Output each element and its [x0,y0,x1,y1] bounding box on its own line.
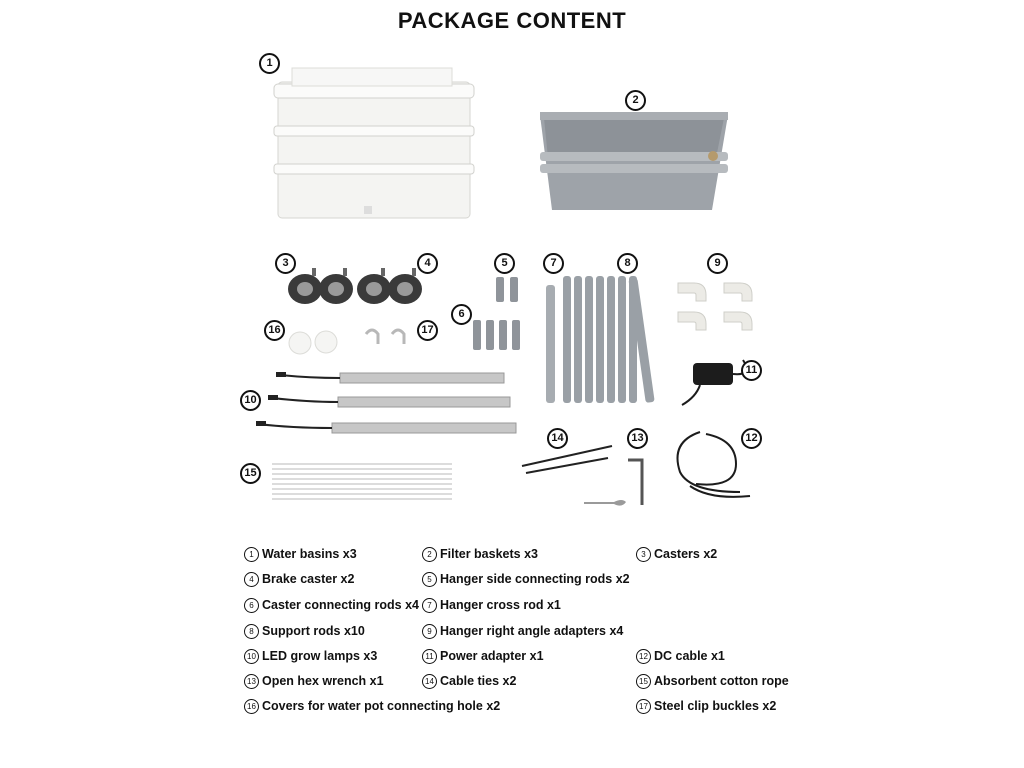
legend-item: 10 LED grow lamps x3 [244,649,377,664]
hex-wrench-image [628,460,642,505]
led-lamps-image [256,372,516,433]
legend-item: 13 Open hex wrench x1 [244,674,384,689]
cotton-rope-image [272,464,452,499]
side-rods-image [496,277,518,302]
caster-rods-image [473,320,520,350]
legend-item: 17 Steel clip buckles x2 [636,699,776,714]
marker-16: 16 [264,320,285,341]
legend-item: 11 Power adapter x1 [422,649,544,664]
marker-8: 8 [617,253,638,274]
cable-ties-image [522,446,612,473]
marker-12: 12 [741,428,762,449]
page-title: PACKAGE CONTENT [397,8,627,33]
marker-15: 15 [240,463,261,484]
marker-10: 10 [240,390,261,411]
legend-item: 2 Filter baskets x3 [422,547,538,562]
marker-6: 6 [451,304,472,325]
legend-item: 16 Covers for water pot connecting hole x2 [244,699,500,714]
adapters-image [678,283,752,330]
marker-13: 13 [627,428,648,449]
marker-17: 17 [417,320,438,341]
legend-item: 14 Cable ties x2 [422,674,516,689]
power-adapter-image [682,360,746,405]
marker-14: 14 [547,428,568,449]
water-basins-image [274,68,474,218]
marker-1: 1 [259,53,280,74]
legend-item: 4 Brake caster x2 [244,572,354,587]
filter-baskets-image [540,112,728,210]
marker-4: 4 [417,253,438,274]
marker-5: 5 [494,253,515,274]
covers-image [289,331,337,354]
support-rods-image [546,276,655,403]
legend-item: 5 Hanger side connecting rods x2 [422,572,630,587]
legend-item: 3 Casters x2 [636,547,717,562]
marker-9: 9 [707,253,728,274]
legend-item: 9 Hanger right angle adapters x4 [422,624,623,639]
legend-item: 1 Water basins x3 [244,547,357,562]
legend-item: 8 Support rods x10 [244,624,365,639]
spanner-image [584,500,626,506]
marker-3: 3 [275,253,296,274]
legend-item: 6 Caster connecting rods x4 [244,598,419,613]
legend-item: 12 DC cable x1 [636,649,725,664]
legend-item: 7 Hanger cross rod x1 [422,598,561,613]
dc-cable-image [678,432,751,497]
marker-11: 11 [741,360,762,381]
legend-item: 15 Absorbent cotton rope [636,674,789,689]
marker-2: 2 [625,90,646,111]
casters-image [288,268,422,304]
clip-buckles-image [366,330,404,344]
marker-7: 7 [543,253,564,274]
